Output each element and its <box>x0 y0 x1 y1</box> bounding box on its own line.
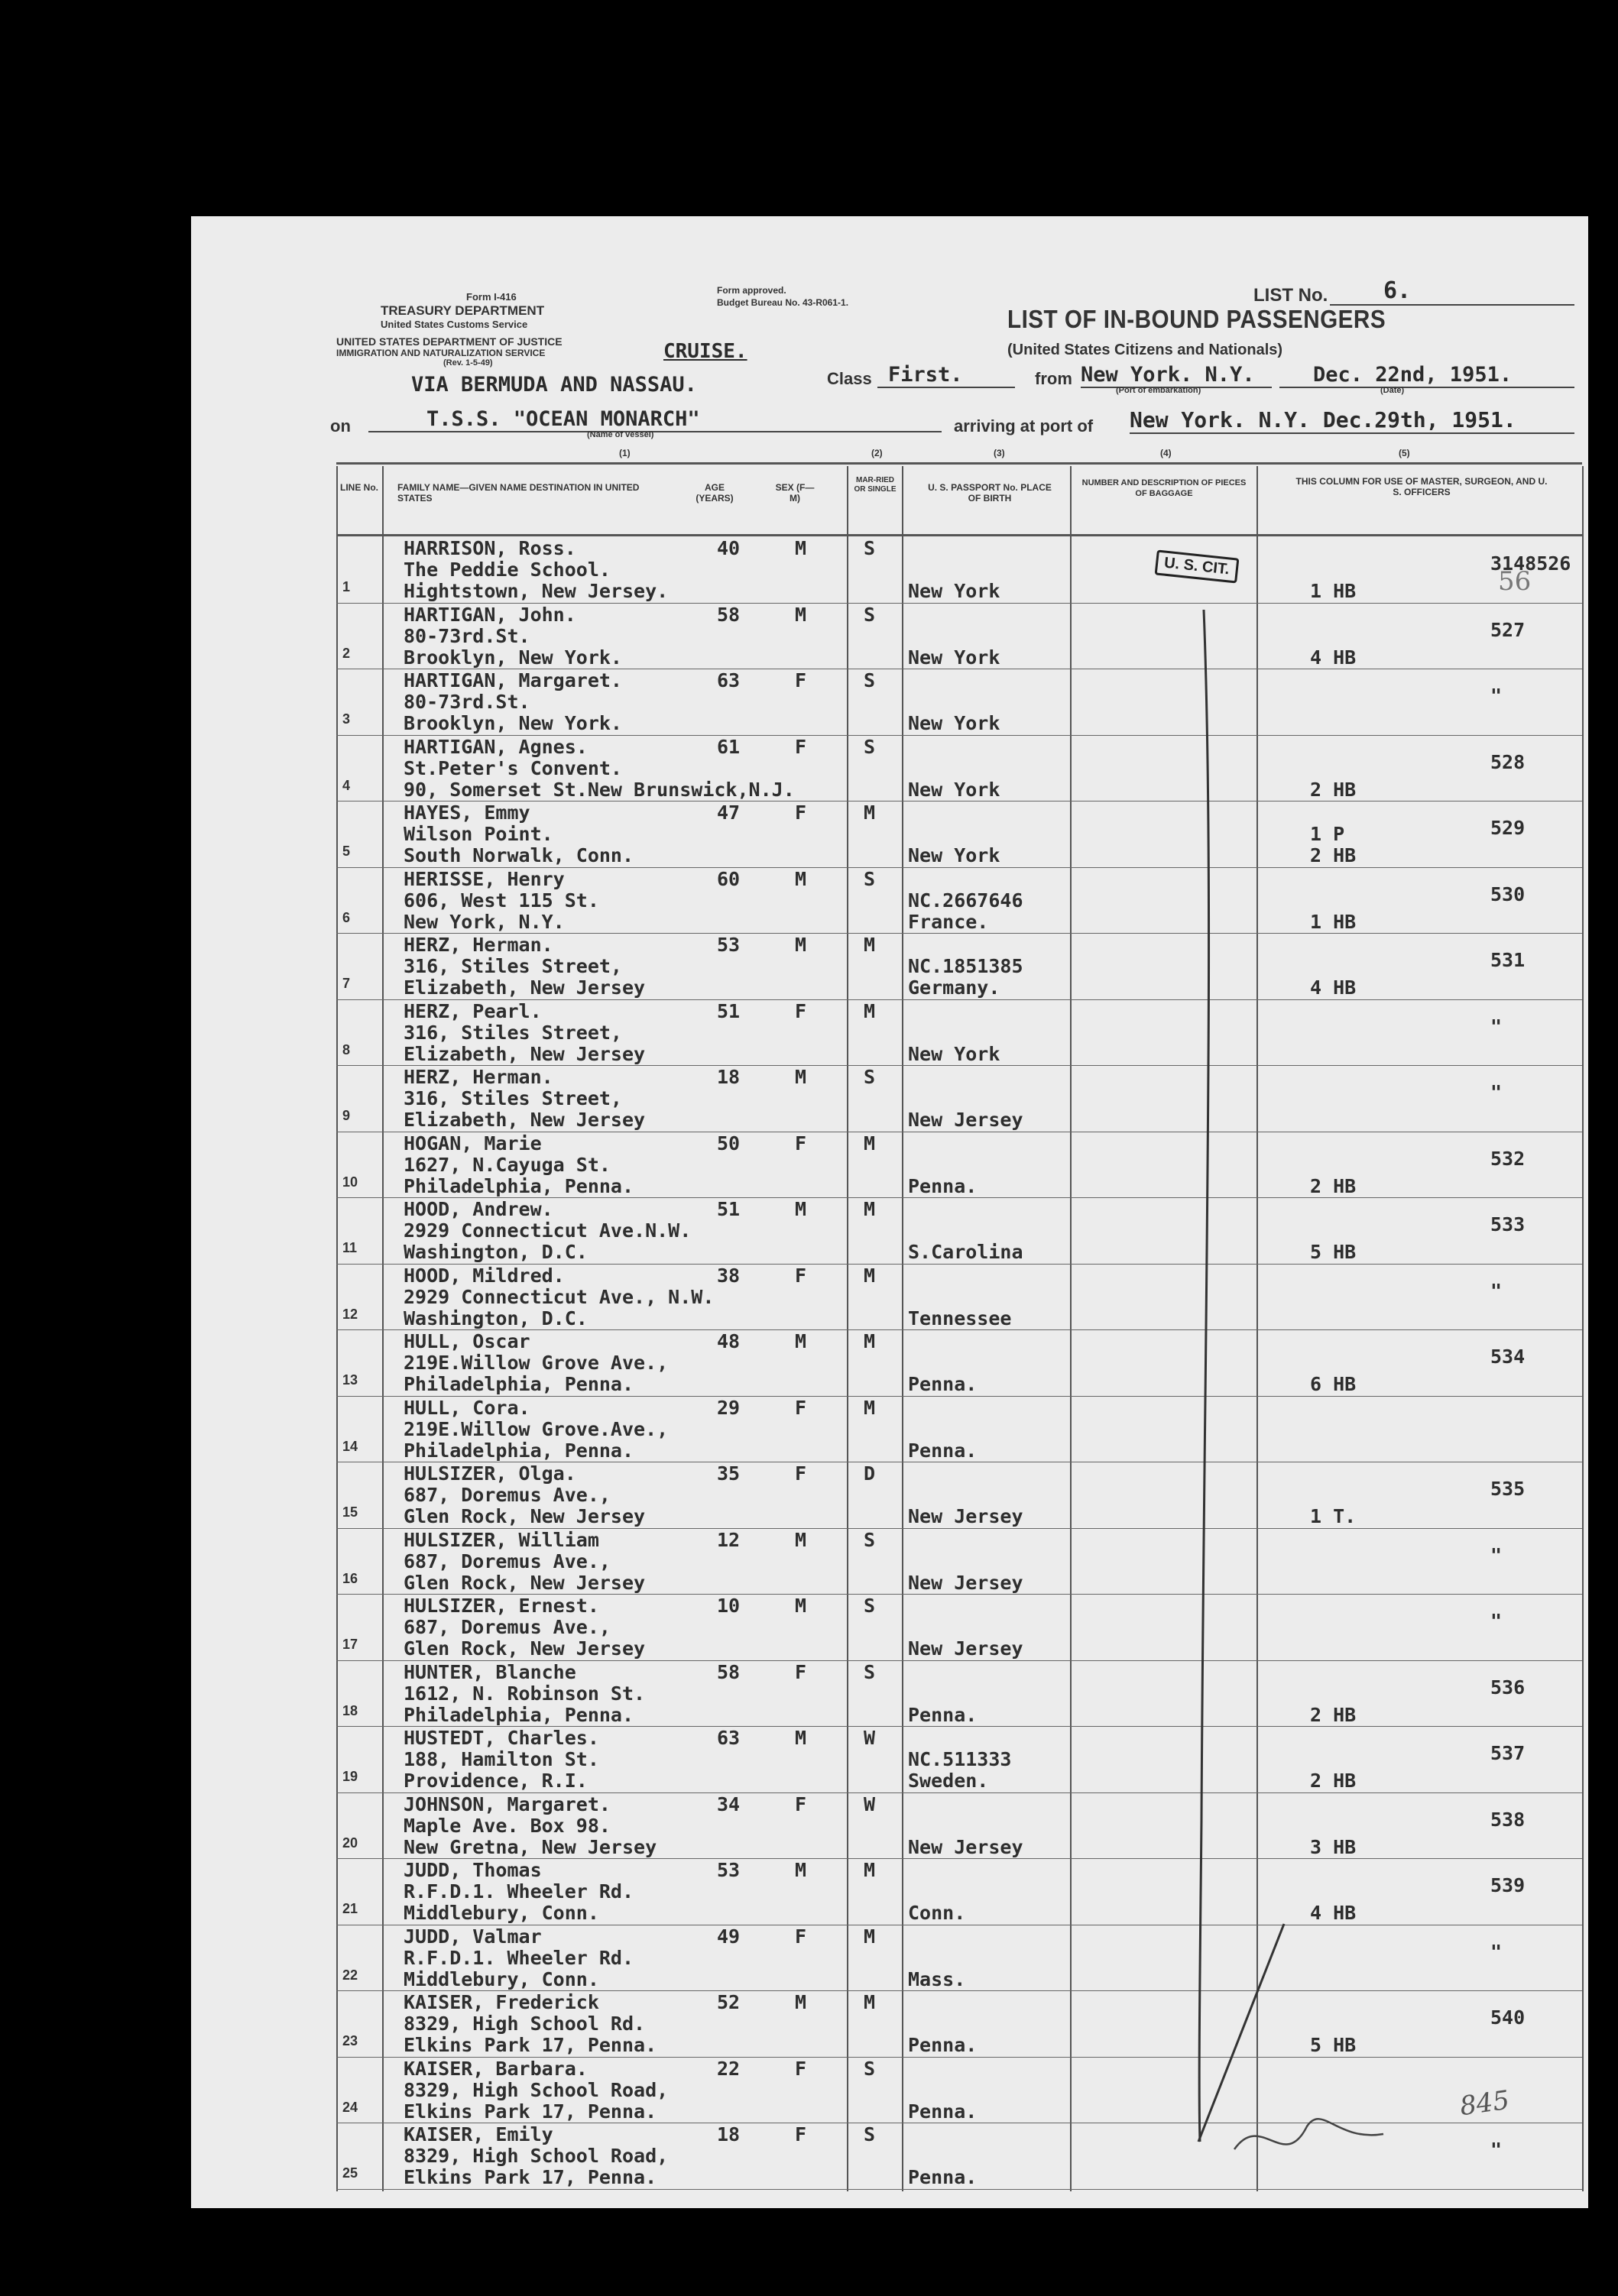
place-of-birth: Mass. <box>908 1967 966 1990</box>
header-sex: SEX (F—M) <box>775 482 815 504</box>
officer-number: 528 <box>1490 750 1526 773</box>
place-of-birth: New York <box>908 646 1000 669</box>
family-name: KAISER, Frederick <box>404 1991 599 2013</box>
marital-status: M <box>864 1859 876 1881</box>
from-label: from <box>1035 369 1072 388</box>
vessel-caption: (Name of vessel) <box>587 430 654 439</box>
city-state: New Gretna, New Jersey <box>404 1835 657 1858</box>
sex: M <box>795 603 807 626</box>
age: 53 <box>717 934 741 956</box>
age: 52 <box>717 1991 741 2013</box>
age: 12 <box>717 1528 741 1551</box>
passport-number: NC.511333 <box>908 1748 1012 1770</box>
age: 48 <box>717 1330 741 1352</box>
line-number: 12 <box>342 1306 358 1322</box>
sex: F <box>795 1660 807 1683</box>
sex: F <box>795 1396 807 1419</box>
city-state: Brooklyn, New York. <box>404 712 622 734</box>
marital-status: D <box>864 1462 876 1485</box>
street-address: 316, Stiles Street, <box>404 1021 622 1044</box>
officer-number: 527 <box>1490 618 1526 641</box>
age: 63 <box>717 1727 741 1749</box>
line-number: 2 <box>342 645 351 661</box>
line-number: 3 <box>342 711 351 727</box>
street-address: 219E.Willow Grove.Ave., <box>404 1417 669 1440</box>
sex: F <box>795 999 807 1022</box>
passport-number: NC.2667646 <box>908 889 1023 912</box>
officer-number: 534 <box>1490 1346 1526 1368</box>
check-line <box>1198 1924 1284 2142</box>
family-name: HAYES, Emmy <box>404 801 530 824</box>
place-of-birth: Sweden. <box>908 1770 989 1792</box>
city-state: Philadelphia, Penna. <box>404 1703 634 1726</box>
officer-number: " <box>1490 1279 1503 1302</box>
marital-status: M <box>864 1396 876 1419</box>
age: 58 <box>717 603 741 626</box>
line-number: 15 <box>342 1504 358 1520</box>
sex: M <box>795 537 807 559</box>
officer-number: " <box>1490 1610 1503 1632</box>
document-title: LIST OF IN-BOUND PASSENGERS <box>1007 305 1386 333</box>
marital-status: M <box>864 1925 876 1948</box>
family-name: HUSTEDT, Charles. <box>404 1727 599 1749</box>
age: 18 <box>717 2123 741 2145</box>
street-address: The Peddie School. <box>404 559 611 581</box>
sex: F <box>795 801 807 824</box>
age: 63 <box>717 669 741 691</box>
age: 51 <box>717 1198 741 1220</box>
place-of-birth: New Jersey <box>908 1835 1023 1858</box>
line-number: 25 <box>342 2165 358 2181</box>
baggage: 5 HB <box>1310 1241 1357 1263</box>
family-name: KAISER, Emily <box>404 2123 553 2145</box>
street-address: 687, Doremus Ave., <box>404 1550 611 1572</box>
sex: F <box>795 1792 807 1815</box>
officer-number: 533 <box>1490 1213 1526 1235</box>
family-name: HARTIGAN, Agnes. <box>404 735 588 758</box>
arrival-port-date: New York. N.Y. Dec.29th, 1951. <box>1130 407 1574 434</box>
officer-number: " <box>1490 685 1503 707</box>
officer-number: " <box>1490 1081 1503 1103</box>
street-address: 606, West 115 St. <box>404 889 599 912</box>
age: 49 <box>717 1925 741 1948</box>
sex: F <box>795 2057 807 2080</box>
officer-number: 538 <box>1490 1808 1526 1831</box>
place-of-birth: New Jersey <box>908 1571 1023 1594</box>
marital-status: S <box>864 735 876 758</box>
place-of-birth: Germany. <box>908 976 1000 999</box>
street-address: 80-73rd.St. <box>404 691 530 713</box>
customs-service: United States Customs Service <box>381 319 528 330</box>
city-state: Elkins Park 17, Penna. <box>404 2100 657 2123</box>
age: 50 <box>717 1132 741 1154</box>
line-number: 24 <box>342 2099 358 2115</box>
cruise-label: CRUISE. <box>663 340 747 363</box>
officer-number: 536 <box>1490 1676 1526 1699</box>
passenger-manifest-sheet <box>191 216 1588 2208</box>
route-text: VIA BERMUDA AND NASSAU. <box>411 373 697 397</box>
age: 60 <box>717 867 741 890</box>
family-name: HULSIZER, Olga. <box>404 1462 576 1485</box>
city-state: Hightstown, New Jersey. <box>404 580 669 602</box>
family-name: HOGAN, Marie <box>404 1132 542 1154</box>
age: 47 <box>717 801 741 824</box>
line-number: 4 <box>342 777 351 793</box>
officer-number: 3148526 <box>1490 552 1571 575</box>
sex: M <box>795 1727 807 1749</box>
city-state: Philadelphia, Penna. <box>404 1439 634 1462</box>
marital-status: S <box>864 2123 876 2145</box>
city-state: Washington, D.C. <box>404 1241 588 1263</box>
passport-number: NC.1851385 <box>908 955 1023 977</box>
line-number: 8 <box>342 1041 351 1057</box>
street-address: Wilson Point. <box>404 823 553 845</box>
place-of-birth: New York <box>908 712 1000 734</box>
line-number: 6 <box>342 909 351 925</box>
place-of-birth: Penna. <box>908 1439 978 1462</box>
marital-status: M <box>864 801 876 824</box>
marital-status: M <box>864 1132 876 1154</box>
sex: F <box>795 1925 807 1948</box>
marital-status: W <box>864 1727 876 1749</box>
line-number: 16 <box>342 1570 358 1586</box>
list-no-value: 6. <box>1330 277 1574 306</box>
sex: F <box>795 1132 807 1154</box>
marital-status: M <box>864 934 876 956</box>
baggage: 1 HB <box>1310 580 1357 602</box>
city-state: Middlebury, Conn. <box>404 1967 599 1990</box>
line-number: 7 <box>342 976 351 991</box>
street-address: 219E.Willow Grove Ave., <box>404 1352 669 1374</box>
family-name: JUDD, Thomas <box>404 1859 542 1881</box>
sex: M <box>795 1595 807 1617</box>
age: 61 <box>717 735 741 758</box>
street-address: 8329, High School Rd. <box>404 2013 646 2035</box>
justice-department: UNITED STATES DEPARTMENT OF JUSTICE <box>336 335 563 348</box>
place-of-birth: New Jersey <box>908 1505 1023 1527</box>
marital-status: M <box>864 1198 876 1220</box>
officer-number: " <box>1490 1940 1503 1963</box>
line-number: 11 <box>342 1240 358 1255</box>
family-name: HARRISON, Ross. <box>404 537 576 559</box>
sex: M <box>795 1198 807 1220</box>
sex: M <box>795 867 807 890</box>
header-age: AGE (YEARS) <box>696 482 734 504</box>
treasury-department: TREASURY DEPARTMENT <box>381 303 545 318</box>
line-number: 9 <box>342 1108 351 1123</box>
family-name: HERZ, Herman. <box>404 934 553 956</box>
street-address: St.Peter's Convent. <box>404 756 622 779</box>
place-of-birth: Penna. <box>908 1373 978 1395</box>
sex: F <box>795 735 807 758</box>
revision-date: (Rev. 1-5-49) <box>443 358 493 368</box>
officer-number: 532 <box>1490 1147 1526 1170</box>
sex: M <box>795 934 807 956</box>
family-name: HERZ, Pearl. <box>404 999 542 1022</box>
place-of-birth: France. <box>908 910 989 933</box>
marital-status: M <box>864 1330 876 1352</box>
place-of-birth: New York <box>908 778 1000 801</box>
family-name: HERISSE, Henry <box>404 867 565 890</box>
header-baggage: NUMBER AND DESCRIPTION OF PIECES OF BAGGAGE <box>1081 478 1247 498</box>
age: 38 <box>717 1264 741 1287</box>
marital-status: M <box>864 999 876 1022</box>
city-state: Elizabeth, New Jersey <box>404 976 646 999</box>
form-approved: Form approved. <box>717 285 786 296</box>
family-name: JOHNSON, Margaret. <box>404 1792 611 1815</box>
marital-status: S <box>864 867 876 890</box>
document-subtitle: (United States Citizens and Nationals) <box>1007 342 1283 358</box>
street-address: 8329, High School Road, <box>404 2078 669 2101</box>
street-address: 687, Doremus Ave., <box>404 1616 611 1638</box>
baggage: 2 HB <box>1310 1770 1357 1792</box>
column-number: (4) <box>1160 448 1172 458</box>
family-name: HULL, Oscar <box>404 1330 530 1352</box>
street-address: 8329, High School Road, <box>404 2145 669 2167</box>
on-label: on <box>330 416 351 436</box>
baggage: 2 HB <box>1310 1703 1357 1726</box>
header-name: FAMILY NAME—GIVEN NAME DESTINATION IN UNITED STATES <box>397 482 640 504</box>
baggage: 4 HB <box>1310 976 1357 999</box>
city-state: Glen Rock, New Jersey <box>404 1637 646 1660</box>
family-name: HARTIGAN, Margaret. <box>404 669 622 691</box>
marital-status: M <box>864 1991 876 2013</box>
family-name: HARTIGAN, John. <box>404 603 576 626</box>
date-caption: (Date) <box>1380 386 1405 395</box>
line-number: 14 <box>342 1438 358 1454</box>
city-state: Glen Rock, New Jersey <box>404 1505 646 1527</box>
place-of-birth: Penna. <box>908 1174 978 1197</box>
baggage-first: 1 P <box>1310 823 1345 845</box>
family-name: HERZ, Herman. <box>404 1066 553 1088</box>
age: 35 <box>717 1462 741 1485</box>
vessel-name: T.S.S. "OCEAN MONARCH" <box>368 407 942 432</box>
arriving-label: arriving at port of <box>954 416 1094 436</box>
embarkation-port: New York. N.Y. <box>1081 363 1272 388</box>
age: 29 <box>717 1396 741 1419</box>
place-of-birth: Penna. <box>908 1703 978 1726</box>
officer-number: " <box>1490 1543 1503 1566</box>
street-address: 2929 Connecticut Ave., N.W. <box>404 1285 715 1308</box>
age: 53 <box>717 1859 741 1881</box>
officer-number: 530 <box>1490 882 1526 905</box>
line-number: 23 <box>342 2033 358 2048</box>
line-number: 20 <box>342 1835 358 1851</box>
column-number: (1) <box>619 448 631 458</box>
line-number: 17 <box>342 1637 358 1652</box>
city-state: Elkins Park 17, Penna. <box>404 2166 657 2188</box>
street-address: 316, Stiles Street, <box>404 1087 622 1109</box>
line-number: 10 <box>342 1174 358 1190</box>
city-state: Brooklyn, New York. <box>404 646 622 669</box>
header-officers: THIS COLUMN FOR USE OF MASTER, SURGEON, AND U. S. OFFICERS <box>1295 476 1548 497</box>
baggage: 1 T. <box>1310 1505 1357 1527</box>
place-of-birth: New York <box>908 1042 1000 1065</box>
signature-scribble <box>1234 2119 1383 2149</box>
street-address: Maple Ave. Box 98. <box>404 1814 611 1837</box>
family-name: HOOD, Andrew. <box>404 1198 553 1220</box>
sex: M <box>795 1859 807 1881</box>
sex: F <box>795 1264 807 1287</box>
marital-status: S <box>864 2057 876 2080</box>
officer-number: 539 <box>1490 1874 1526 1896</box>
place-of-birth: New York <box>908 580 1000 602</box>
baggage: 4 HB <box>1310 646 1357 669</box>
place-of-birth: Tennessee <box>908 1307 1012 1329</box>
class-value: First. <box>877 363 1015 388</box>
city-state: Philadelphia, Penna. <box>404 1373 634 1395</box>
marital-status: S <box>864 1595 876 1617</box>
line-number: 13 <box>342 1372 358 1388</box>
marital-status: S <box>864 1528 876 1551</box>
column-number: (5) <box>1399 448 1410 458</box>
age: 40 <box>717 537 741 559</box>
officer-number: 535 <box>1490 1478 1526 1500</box>
embarkation-caption: (Port of embarkation) <box>1116 386 1201 395</box>
marital-status: S <box>864 1660 876 1683</box>
family-name: HUNTER, Blanche <box>404 1660 576 1683</box>
baggage: 5 HB <box>1310 2034 1357 2056</box>
city-state: Elizabeth, New Jersey <box>404 1109 646 1131</box>
street-address: R.F.D.1. Wheeler Rd. <box>404 1880 634 1903</box>
street-address: 687, Doremus Ave., <box>404 1484 611 1506</box>
place-of-birth: Penna. <box>908 2100 978 2123</box>
marital-status: S <box>864 537 876 559</box>
officer-number: " <box>1490 1015 1503 1038</box>
city-state: Elkins Park 17, Penna. <box>404 2034 657 2056</box>
sex: F <box>795 1462 807 1485</box>
city-state: 90, Somerset St.New Brunswick,N.J. <box>404 778 795 801</box>
officer-number: 537 <box>1490 1742 1526 1764</box>
line-number: 5 <box>342 844 351 859</box>
line-number: 18 <box>342 1702 358 1718</box>
class-label: Class <box>827 369 872 388</box>
line-number: 19 <box>342 1769 358 1784</box>
pen-markings <box>191 216 1588 2208</box>
city-state: Elizabeth, New Jersey <box>404 1042 646 1065</box>
age: 58 <box>717 1660 741 1683</box>
baggage: 2 HB <box>1310 1174 1357 1197</box>
officer-number: " <box>1490 2139 1503 2161</box>
sex: M <box>795 1991 807 2013</box>
family-name: HULSIZER, William <box>404 1528 599 1551</box>
baggage: 2 HB <box>1310 778 1357 801</box>
line-number: 21 <box>342 1901 358 1916</box>
marital-status: S <box>864 1066 876 1088</box>
column-number: (2) <box>871 448 883 458</box>
street-address: 188, Hamilton St. <box>404 1748 599 1770</box>
family-name: KAISER, Barbara. <box>404 2057 588 2080</box>
city-state: South Norwalk, Conn. <box>404 844 634 866</box>
age: 10 <box>717 1595 741 1617</box>
street-address: 80-73rd.St. <box>404 624 530 647</box>
street-address: 1612, N. Robinson St. <box>404 1682 646 1705</box>
family-name: HULL, Cora. <box>404 1396 530 1419</box>
header-passport: U. S. PASSPORT No. PLACE OF BIRTH <box>928 482 1052 504</box>
sex: M <box>795 1066 807 1088</box>
departure-date: Dec. 22nd, 1951. <box>1279 363 1574 388</box>
handwritten-initials: 845 <box>1457 2084 1512 2123</box>
place-of-birth: New Jersey <box>908 1109 1023 1131</box>
marital-status: W <box>864 1792 876 1815</box>
place-of-birth: Penna. <box>908 2034 978 2056</box>
place-of-birth: New York <box>908 844 1000 866</box>
baggage: 2 HB <box>1310 844 1357 866</box>
age: 18 <box>717 1066 741 1088</box>
column-number: (3) <box>994 448 1005 458</box>
marital-status: M <box>864 1264 876 1287</box>
form-number: Form I-416 <box>466 291 517 303</box>
city-state: Philadelphia, Penna. <box>404 1174 634 1197</box>
sex: M <box>795 1330 807 1352</box>
family-name: HULSIZER, Ernest. <box>404 1595 599 1617</box>
place-of-birth: Conn. <box>908 1902 966 1924</box>
baggage: 4 HB <box>1310 1902 1357 1924</box>
street-address: 1627, N.Cayuga St. <box>404 1153 611 1176</box>
sex: M <box>795 1528 807 1551</box>
age: 51 <box>717 999 741 1022</box>
city-state: Providence, R.I. <box>404 1770 588 1792</box>
place-of-birth: New Jersey <box>908 1637 1023 1660</box>
sex: F <box>795 2123 807 2145</box>
sex: F <box>795 669 807 691</box>
city-state: Washington, D.C. <box>404 1307 588 1329</box>
baggage: 6 HB <box>1310 1373 1357 1395</box>
place-of-birth: Penna. <box>908 2166 978 2188</box>
page-number: 56 <box>1498 566 1532 597</box>
city-state: Middlebury, Conn. <box>404 1902 599 1924</box>
header-line-no: LINE No. <box>340 482 378 493</box>
age: 22 <box>717 2057 741 2080</box>
us-citizen-stamp: U. S. CIT. <box>1155 549 1239 583</box>
immigration-service: IMMIGRATION AND NATURALIZATION SERVICE <box>336 348 546 358</box>
marital-status: S <box>864 669 876 691</box>
budget-bureau: Budget Bureau No. 43-R061-1. <box>717 297 849 308</box>
officer-number: 531 <box>1490 949 1526 971</box>
line-number: 22 <box>342 1967 358 1983</box>
officer-number: 540 <box>1490 2006 1526 2029</box>
street-address: 316, Stiles Street, <box>404 955 622 977</box>
baggage: 3 HB <box>1310 1835 1357 1858</box>
officer-number: 529 <box>1490 817 1526 839</box>
list-no-label: LIST No. <box>1253 285 1328 306</box>
place-of-birth: S.Carolina <box>908 1241 1023 1263</box>
city-state: Glen Rock, New Jersey <box>404 1571 646 1594</box>
line-number: 1 <box>342 579 351 594</box>
age: 34 <box>717 1792 741 1815</box>
check-line <box>1199 610 1208 2142</box>
baggage: 1 HB <box>1310 910 1357 933</box>
marital-status: S <box>864 603 876 626</box>
header-married: MAR-RIED OR SINGLE <box>854 476 897 494</box>
street-address: R.F.D.1. Wheeler Rd. <box>404 1946 634 1969</box>
family-name: JUDD, Valmar <box>404 1925 542 1948</box>
city-state: New York, N.Y. <box>404 910 565 933</box>
street-address: 2929 Connecticut Ave.N.W. <box>404 1219 692 1242</box>
family-name: HOOD, Mildred. <box>404 1264 565 1287</box>
